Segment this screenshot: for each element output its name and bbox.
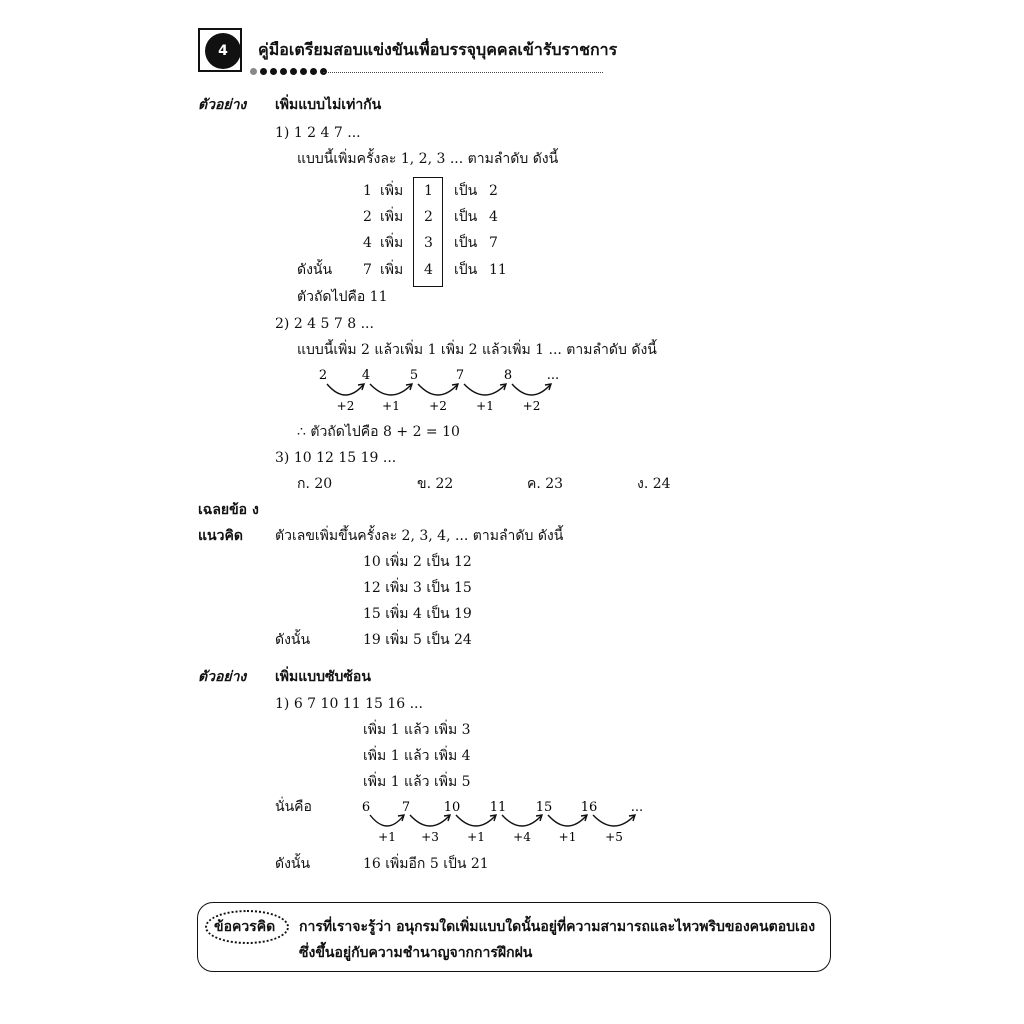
answer-label: เฉลยข้อ ง (198, 502, 259, 518)
question-1-next: ตัวถัดไปคือ 11 (297, 289, 388, 305)
difference-label: +1 (382, 399, 400, 413)
sequence-term: 4 (361, 368, 371, 383)
running-header-title: คู่มือเตรียมสอบแข่งขันเพื่อบรรจุบุคคลเข้ารับราชการ (258, 40, 618, 59)
table-added-value: 3 (424, 235, 433, 251)
table-is-word: เป็น (454, 183, 478, 199)
difference-arc (464, 384, 506, 395)
table-is-word: เป็น (454, 235, 478, 251)
example-heading: เพิ่มแบบไม่เท่ากัน (275, 97, 382, 113)
difference-label: +2 (522, 399, 541, 413)
question-2-conclusion: ∴ ตัวถัดไปคือ 8 + 2 = 10 (297, 424, 460, 440)
table-result-value: 2 (489, 183, 498, 199)
method-row: 10 เพิ่ม 2 เป็น 12 (363, 554, 472, 570)
table-start-value: 7 (363, 262, 372, 278)
example-2-difference-diagram (362, 800, 643, 844)
choice-d: ง. 24 (637, 476, 671, 492)
note-line-2: ซึ่งขึ้นอยู่กับความชำนาญจากการฝึกฝน (299, 945, 533, 961)
example-2-sequence: 1) 6 7 10 11 15 16 ... (275, 696, 423, 712)
sequence-term: 8 (503, 368, 513, 383)
difference-label: +4 (513, 830, 531, 844)
example-2-row: เพิ่ม 1 แล้ว เพิ่ม 5 (363, 774, 471, 790)
table-result-value: 4 (489, 209, 498, 225)
sequence-term: 16 (580, 800, 598, 815)
sequence-term: 11 (489, 800, 507, 815)
difference-label: +2 (429, 399, 447, 413)
note-box (197, 902, 831, 972)
sequence-term: 2 (318, 368, 328, 383)
table-is-word: เป็น (454, 209, 478, 225)
difference-label: +1 (467, 830, 485, 844)
question-2-description: แบบนี้เพิ่ม 2 แล้วเพิ่ม 1 เพิ่ม 2 แล้วเพิ่ม 1 ... ตามลำดับ ดังนี้ (297, 342, 657, 358)
table-prefix: ดังนั้น (297, 262, 333, 278)
table-add-word: เพิ่ม (380, 262, 404, 278)
difference-label: +3 (421, 830, 439, 844)
difference-arc (410, 815, 450, 826)
table-result-value: 7 (489, 235, 498, 251)
example-2-result: 16 เพิ่มอีก 5 เป็น 21 (363, 856, 489, 872)
table-added-value: 4 (424, 262, 433, 278)
example-heading: เพิ่มแบบซับซ้อน (275, 669, 371, 685)
page-number: 4 (205, 33, 241, 69)
sequence-term: 6 (361, 800, 371, 815)
difference-label: +5 (605, 830, 623, 844)
method-row: 15 เพิ่ม 4 เป็น 19 (363, 606, 472, 622)
sequence-term: 7 (401, 800, 411, 815)
choice-c: ค. 23 (527, 476, 564, 492)
choice-a: ก. 20 (297, 476, 333, 492)
sequence-term: 5 (409, 368, 419, 383)
sequence-term: ... (546, 368, 560, 383)
example-label: ตัวอย่าง (198, 97, 247, 113)
difference-label: +1 (558, 830, 577, 844)
difference-arc (456, 815, 496, 826)
table-added-value: 2 (424, 209, 433, 225)
note-label: ข้อควรคิด (214, 919, 276, 935)
question-3-sequence: 3) 10 12 15 19 ... (275, 450, 397, 466)
table-result-value: 11 (489, 262, 507, 278)
question-1-description: แบบนี้เพิ่มครั้งละ 1, 2, 3 ... ตามลำดับ ดังนี้ (297, 151, 559, 167)
example-2-row: เพิ่ม 1 แล้ว เพิ่ม 4 (363, 748, 471, 764)
method-row: 12 เพิ่ม 3 เป็น 15 (363, 580, 472, 596)
method-row: 19 เพิ่ม 5 เป็น 24 (363, 632, 472, 648)
sequence-term: ... (630, 800, 644, 815)
question-1-sequence: 1) 1 2 4 7 ... (275, 125, 361, 141)
difference-arc (327, 384, 364, 395)
difference-arc (370, 815, 404, 826)
choice-b: ข. 22 (417, 476, 454, 492)
example-2-row: เพิ่ม 1 แล้ว เพิ่ม 3 (363, 722, 471, 738)
table-is-word: เป็น (454, 262, 478, 278)
note-line-1: การที่เราจะรู้ว่า อนุกรมใดเพิ่มแบบใดนั้นอยู่ที่ความสามารถและไหวพริบของคนตอบเอง (299, 919, 816, 935)
table-add-word: เพิ่ม (380, 235, 404, 251)
difference-arc (418, 384, 458, 395)
question-2-sequence: 2) 2 4 5 7 8 ... (275, 316, 374, 332)
sequence-term: 7 (455, 368, 465, 383)
difference-label: +2 (336, 399, 355, 413)
table-add-word: เพิ่ม (380, 183, 404, 199)
table-start-value: 1 (363, 183, 372, 199)
sequence-term: 10 (443, 800, 461, 815)
table-added-value: 1 (424, 183, 433, 199)
example-label: ตัวอย่าง (198, 669, 247, 685)
sequence-term: 15 (535, 800, 553, 815)
difference-arc (502, 815, 542, 826)
method-label: แนวคิด (198, 528, 243, 544)
difference-arc (370, 384, 412, 395)
difference-arc (593, 815, 635, 826)
method-therefore: ดังนั้น (275, 632, 311, 648)
table-start-value: 2 (363, 209, 372, 225)
method-description: ตัวเลขเพิ่มขึ้นครั้งละ 2, 3, 4, ... ตามลำดับ ดังนี้ (275, 528, 564, 544)
difference-label: +1 (378, 830, 396, 844)
table-add-word: เพิ่ม (380, 209, 404, 225)
that-is-label: นั่นคือ (275, 799, 312, 815)
therefore-label: ดังนั้น (275, 856, 311, 872)
table-start-value: 4 (363, 235, 372, 251)
difference-label: +1 (476, 399, 494, 413)
